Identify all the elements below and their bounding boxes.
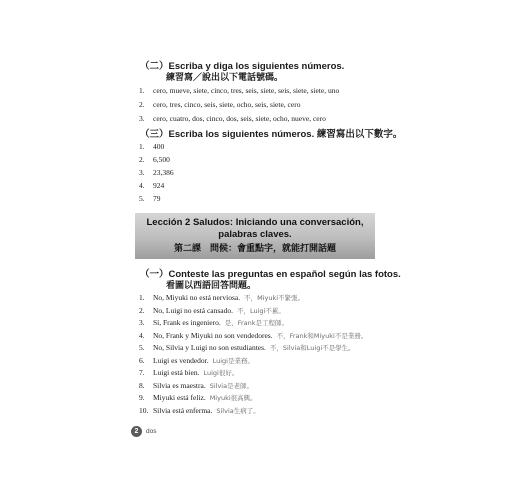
section-2-subtitle: 練習寫／說出以下電話號碼。 xyxy=(166,73,284,83)
item-number: 4. xyxy=(139,330,145,340)
section-2-list xyxy=(139,84,339,126)
item-text: 23,386 xyxy=(153,168,174,177)
lesson-title-line-2: palabras claves. xyxy=(218,229,292,240)
item-text: No, Silvia y Luigi no son estudiantes. xyxy=(153,343,266,352)
section-2-title: （二）Escriba y diga los siguientes números. xyxy=(140,61,345,72)
item-translation: Luigi很好。 xyxy=(203,369,239,377)
item-translation: 不，Miyuki不緊張。 xyxy=(244,294,305,302)
item-text: Sí, Frank es ingeniero. xyxy=(153,318,221,327)
item-number: 1. xyxy=(139,142,145,151)
item-translation: Miyuki很高興。 xyxy=(209,394,257,402)
item-number: 2. xyxy=(139,305,145,315)
item-text: No, Frank y Miyuki no son vendedores. xyxy=(153,330,273,340)
item-text: Silvia está enferma. xyxy=(153,405,213,415)
item-text: No, Luigi no está cansado. xyxy=(153,305,233,315)
item-text: 400 xyxy=(153,142,165,151)
lesson-banner xyxy=(135,213,375,259)
list-item xyxy=(139,292,367,305)
item-text: 6,500 xyxy=(153,155,170,164)
list-item xyxy=(139,380,367,393)
item-number: 3. xyxy=(139,168,145,177)
item-number: 2. xyxy=(139,155,145,164)
item-number: 1. xyxy=(139,86,145,95)
item-number: 9. xyxy=(139,393,145,402)
item-text: 79 xyxy=(153,194,161,203)
list-item xyxy=(139,342,367,355)
page-number-badge: 2 xyxy=(131,426,142,437)
section-3-title: （三）Escriba los siguientes números. 練習寫出以下數字。 xyxy=(140,129,403,140)
section-1-subtitle: 看圖以西語回答問題。 xyxy=(166,281,257,291)
list-item xyxy=(139,317,367,330)
list-item xyxy=(139,112,339,126)
list-item xyxy=(139,140,174,153)
list-item xyxy=(139,405,367,418)
item-text: cero, mueve, siete, cinco, tres, seis, siete, seis, siete, siete, uno xyxy=(153,86,340,95)
list-item xyxy=(139,153,174,166)
item-translation: 不，Luigi不累。 xyxy=(236,306,285,315)
page-footer xyxy=(131,426,156,437)
item-text: Silvia es maestra. xyxy=(153,380,206,390)
lesson-title-chinese: 第二課 問候：會重點字，就能打開話題 xyxy=(173,244,336,254)
page-number-word: dos xyxy=(146,428,157,435)
list-item xyxy=(139,305,367,318)
list-item xyxy=(139,166,174,179)
item-number: 7. xyxy=(139,368,145,377)
list-item xyxy=(139,84,339,98)
list-item xyxy=(139,179,174,192)
item-number: 1. xyxy=(139,293,145,302)
item-text: cero, tres, cinco, seis, siete, ocho, seis, siete, cero xyxy=(153,100,301,109)
list-item xyxy=(139,392,367,405)
item-translation: 是，Frank是工程師。 xyxy=(224,319,289,327)
item-translation: 不，Frank和Miyuki不是業務。 xyxy=(276,331,368,340)
item-number: 8. xyxy=(139,380,145,390)
section-3-list xyxy=(139,140,174,205)
item-number: 6. xyxy=(139,355,145,365)
lesson-title-line-1: Lección 2 Saludos: Iniciando una conversación, xyxy=(146,217,364,228)
item-text: Miyuki está feliz. xyxy=(153,393,206,402)
list-item xyxy=(139,192,174,205)
item-number: 5. xyxy=(139,194,145,203)
list-item xyxy=(139,355,367,368)
list-item xyxy=(139,367,367,380)
item-number: 5. xyxy=(139,343,145,352)
item-translation: Silvia生病了。 xyxy=(216,406,260,415)
item-number: 3. xyxy=(139,318,145,327)
item-text: Luigi está bien. xyxy=(153,368,200,377)
item-text: 924 xyxy=(153,181,165,190)
item-number: 3. xyxy=(139,114,145,123)
item-number: 2. xyxy=(139,100,145,109)
item-text: No, Miyuki no está nerviosa. xyxy=(153,293,241,302)
list-item xyxy=(139,330,367,343)
item-translation: 不，Silvia和Luigi不是學生。 xyxy=(269,344,355,352)
item-translation: Silvia是老師。 xyxy=(209,381,254,390)
list-item xyxy=(139,98,339,112)
item-number: 10. xyxy=(139,405,149,415)
item-number: 4. xyxy=(139,181,145,190)
section-1-title: （一）Conteste las preguntas en español según las fotos. xyxy=(140,269,401,280)
section-1-list xyxy=(139,292,367,417)
item-text: Luigi es vendedor. xyxy=(153,355,209,365)
item-translation: Luigi是業務。 xyxy=(212,356,254,365)
item-text: cero, cuatro, dos, cinco, dos, seis, siete, ocho, nueve, cero xyxy=(153,114,326,123)
